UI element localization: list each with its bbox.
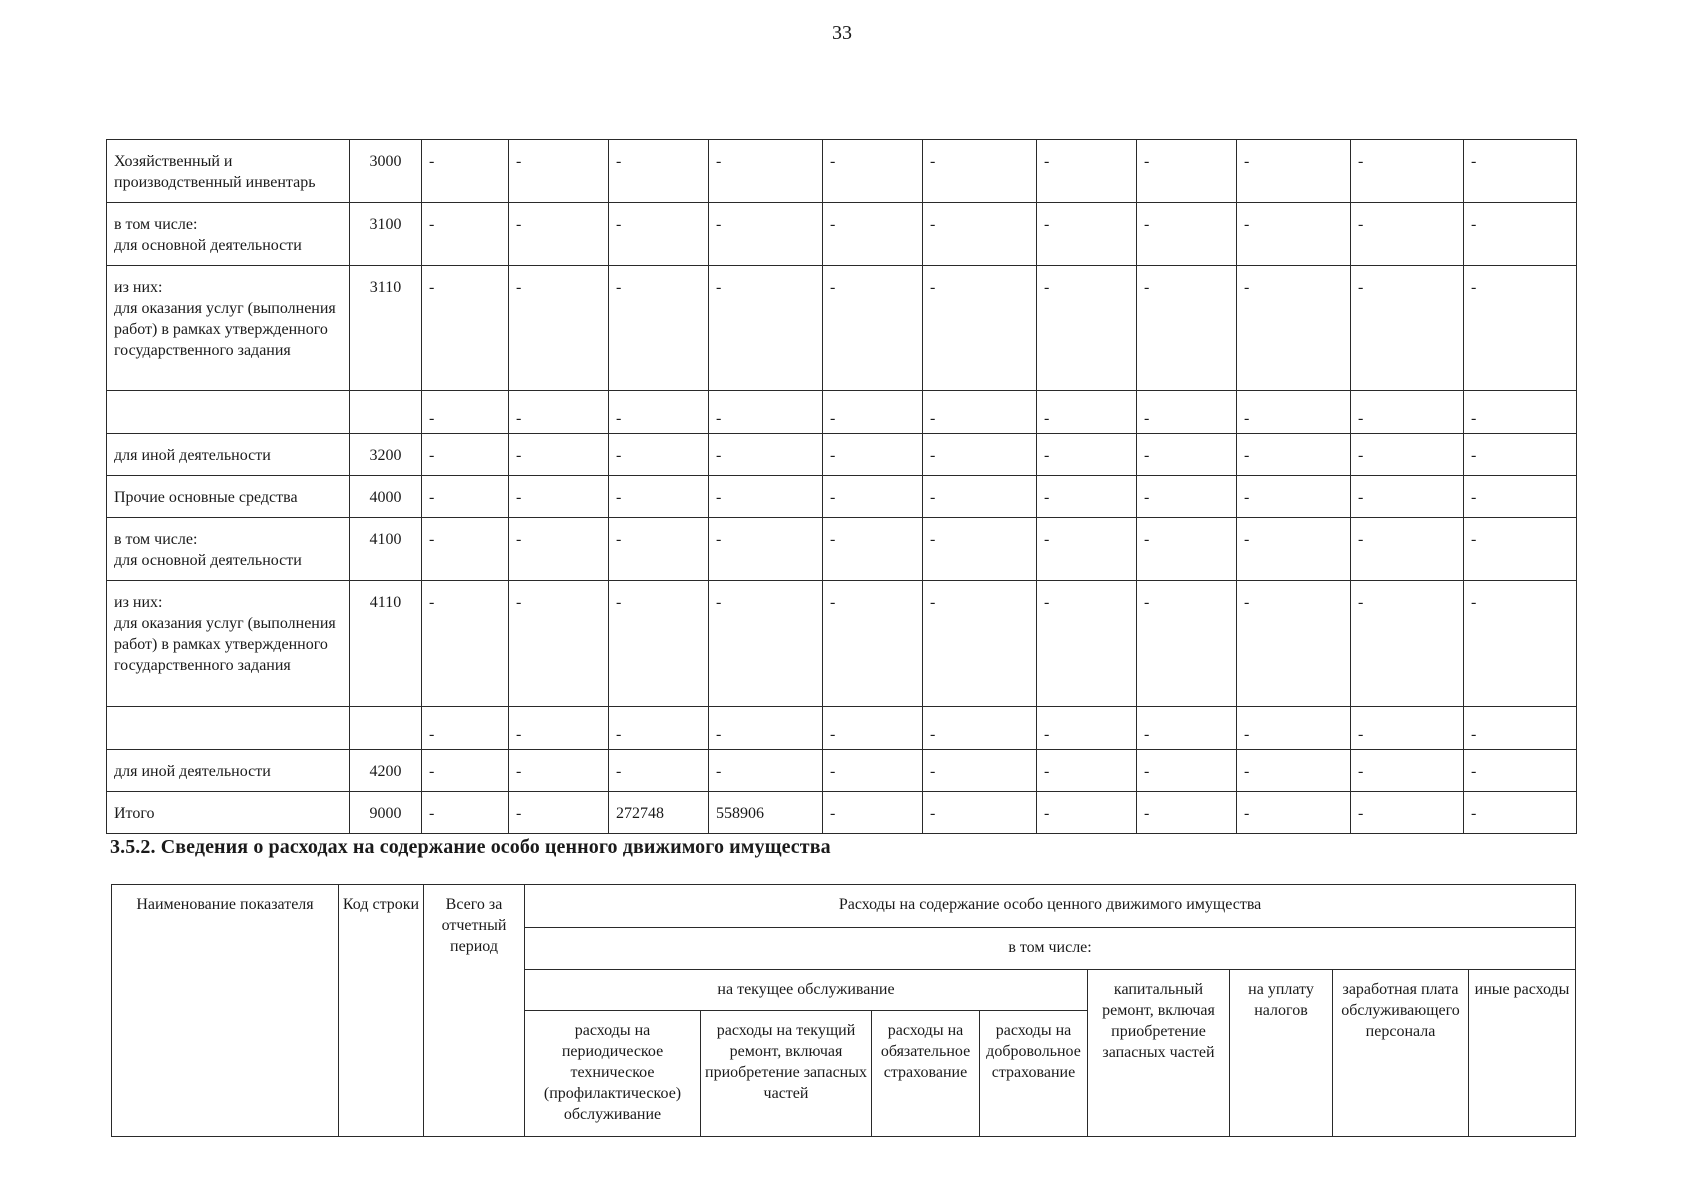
- row-code-cell: 3110: [350, 266, 422, 391]
- value-cell: -: [1464, 266, 1577, 391]
- row-code-cell: 3000: [350, 140, 422, 203]
- value-cell: -: [609, 266, 709, 391]
- row-code-cell: 4200: [350, 750, 422, 792]
- value-cell: -: [1037, 792, 1137, 834]
- section-title: 3.5.2. Сведения о расходах на содержание особо ценного движимого имущества: [110, 836, 831, 858]
- value-cell: -: [1037, 203, 1137, 266]
- value-cell: -: [422, 750, 509, 792]
- value-cell: -: [1137, 518, 1237, 581]
- value-cell: -: [709, 581, 823, 707]
- value-cell: -: [1237, 434, 1351, 476]
- value-cell: -: [1037, 391, 1137, 434]
- page-number: 33: [832, 22, 852, 44]
- valuable-movable-property-expenses-table: [111, 884, 1576, 1137]
- value-cell: -: [609, 203, 709, 266]
- table-row: [107, 707, 1577, 750]
- value-cell: -: [422, 266, 509, 391]
- value-cell: -: [923, 750, 1037, 792]
- header-total-period: Всего за отчетный период: [424, 885, 525, 1137]
- value-cell: -: [1464, 518, 1577, 581]
- table-row: [107, 203, 1577, 266]
- value-cell: -: [1037, 140, 1137, 203]
- table-row: [107, 434, 1577, 476]
- value-cell: -: [923, 140, 1037, 203]
- value-cell: -: [609, 140, 709, 203]
- value-cell: 558906: [709, 792, 823, 834]
- value-cell: -: [823, 750, 923, 792]
- value-cell: -: [1137, 792, 1237, 834]
- value-cell: -: [823, 203, 923, 266]
- value-cell: -: [709, 476, 823, 518]
- value-cell: -: [709, 266, 823, 391]
- value-cell: -: [1464, 391, 1577, 434]
- table-row: [107, 391, 1577, 434]
- value-cell: -: [1351, 518, 1464, 581]
- value-cell: -: [609, 518, 709, 581]
- value-cell: -: [1464, 203, 1577, 266]
- value-cell: -: [1237, 518, 1351, 581]
- value-cell: -: [509, 203, 609, 266]
- value-cell: -: [609, 391, 709, 434]
- value-cell: -: [1351, 266, 1464, 391]
- value-cell: -: [823, 707, 923, 750]
- value-cell: -: [1237, 140, 1351, 203]
- value-cell: -: [709, 140, 823, 203]
- value-cell: -: [1237, 391, 1351, 434]
- value-cell: -: [1464, 707, 1577, 750]
- header-voluntary-insurance: расходы на добровольное страхование: [980, 1011, 1088, 1137]
- header-other-expenses: иные расходы: [1469, 970, 1576, 1137]
- header-taxes: на уплату налогов: [1230, 970, 1333, 1137]
- value-cell: -: [1464, 434, 1577, 476]
- value-cell: -: [923, 203, 1037, 266]
- value-cell: -: [1351, 476, 1464, 518]
- table-row: [107, 750, 1577, 792]
- value-cell: -: [923, 792, 1037, 834]
- value-cell: -: [823, 518, 923, 581]
- value-cell: -: [709, 434, 823, 476]
- value-cell: -: [1237, 707, 1351, 750]
- row-code-cell: [350, 707, 422, 750]
- value-cell: -: [509, 266, 609, 391]
- value-cell: -: [923, 391, 1037, 434]
- table-row: [107, 476, 1577, 518]
- value-cell: -: [609, 750, 709, 792]
- value-cell: -: [1037, 750, 1137, 792]
- table-row: [107, 581, 1577, 707]
- value-cell: -: [422, 203, 509, 266]
- value-cell: -: [823, 140, 923, 203]
- value-cell: -: [1237, 750, 1351, 792]
- header-periodic-maintenance: расходы на периодическое техническое (профилактическое) обслуживание: [525, 1011, 701, 1137]
- value-cell: -: [509, 581, 609, 707]
- value-cell: -: [923, 518, 1037, 581]
- value-cell: 272748: [609, 792, 709, 834]
- value-cell: -: [1351, 203, 1464, 266]
- row-code-cell: 4110: [350, 581, 422, 707]
- header-expenses-group: Расходы на содержание особо ценного движимого имущества: [525, 885, 1576, 928]
- value-cell: -: [923, 434, 1037, 476]
- value-cell: -: [509, 476, 609, 518]
- value-cell: -: [1137, 707, 1237, 750]
- value-cell: -: [1351, 750, 1464, 792]
- value-cell: -: [1464, 581, 1577, 707]
- value-cell: -: [509, 140, 609, 203]
- value-cell: -: [1137, 266, 1237, 391]
- value-cell: -: [1237, 203, 1351, 266]
- row-name-cell: [107, 391, 350, 434]
- value-cell: -: [1137, 391, 1237, 434]
- header-current-maintenance: на текущее обслуживание: [525, 970, 1088, 1011]
- header-mandatory-insurance: расходы на обязательное страхование: [872, 1011, 980, 1137]
- value-cell: -: [422, 581, 509, 707]
- value-cell: -: [1137, 581, 1237, 707]
- value-cell: -: [923, 581, 1037, 707]
- row-name-cell: из них: для оказания услуг (выполнения работ) в рамках утвержденного государственного задания: [107, 266, 350, 391]
- value-cell: -: [1137, 476, 1237, 518]
- value-cell: -: [422, 391, 509, 434]
- row-code-cell: 3100: [350, 203, 422, 266]
- header-row-code: Код строки: [339, 885, 424, 1137]
- value-cell: -: [422, 476, 509, 518]
- value-cell: -: [1137, 750, 1237, 792]
- row-name-cell: Хозяйственный и производственный инвентарь: [107, 140, 350, 203]
- table-row: [107, 518, 1577, 581]
- row-name-cell: для иной деятельности: [107, 750, 350, 792]
- row-code-cell: 9000: [350, 792, 422, 834]
- value-cell: -: [709, 203, 823, 266]
- row-name-cell: из них: для оказания услуг (выполнения работ) в рамках утвержденного государственного задания: [107, 581, 350, 707]
- value-cell: -: [509, 707, 609, 750]
- value-cell: -: [609, 581, 709, 707]
- fixed-assets-expenses-table: [106, 139, 1577, 834]
- table-row: [107, 792, 1577, 834]
- header-staff-salary: заработная плата обслуживающего персонала: [1333, 970, 1469, 1137]
- table-row: [107, 140, 1577, 203]
- value-cell: -: [1464, 476, 1577, 518]
- header-current-repair: расходы на текущий ремонт, включая приобретение запасных частей: [701, 1011, 872, 1137]
- value-cell: -: [1464, 792, 1577, 834]
- row-name-cell: в том числе: для основной деятельности: [107, 203, 350, 266]
- value-cell: -: [1137, 434, 1237, 476]
- row-name-cell: Прочие основные средства: [107, 476, 350, 518]
- header-indicator-name: Наименование показателя: [112, 885, 339, 1137]
- value-cell: -: [823, 434, 923, 476]
- value-cell: -: [1037, 581, 1137, 707]
- value-cell: -: [1237, 792, 1351, 834]
- value-cell: -: [1137, 140, 1237, 203]
- value-cell: -: [709, 750, 823, 792]
- value-cell: -: [709, 518, 823, 581]
- value-cell: -: [1037, 707, 1137, 750]
- value-cell: -: [1237, 266, 1351, 391]
- value-cell: -: [1351, 434, 1464, 476]
- row-code-cell: 4100: [350, 518, 422, 581]
- row-code-cell: [350, 391, 422, 434]
- value-cell: -: [422, 434, 509, 476]
- table-row: [107, 266, 1577, 391]
- value-cell: -: [1464, 140, 1577, 203]
- value-cell: -: [1464, 750, 1577, 792]
- value-cell: -: [823, 792, 923, 834]
- value-cell: -: [509, 518, 609, 581]
- value-cell: -: [509, 434, 609, 476]
- value-cell: -: [1037, 476, 1137, 518]
- value-cell: -: [422, 707, 509, 750]
- row-name-cell: в том числе: для основной деятельности: [107, 518, 350, 581]
- value-cell: -: [1351, 792, 1464, 834]
- row-code-cell: 3200: [350, 434, 422, 476]
- header-including: в том числе:: [525, 928, 1576, 970]
- value-cell: -: [823, 476, 923, 518]
- value-cell: -: [1351, 707, 1464, 750]
- value-cell: -: [1237, 581, 1351, 707]
- row-name-cell: для иной деятельности: [107, 434, 350, 476]
- row-code-cell: 4000: [350, 476, 422, 518]
- row-name-cell: [107, 707, 350, 750]
- value-cell: -: [1351, 581, 1464, 707]
- value-cell: -: [422, 792, 509, 834]
- value-cell: -: [923, 707, 1037, 750]
- row-name-cell: Итого: [107, 792, 350, 834]
- value-cell: -: [609, 434, 709, 476]
- value-cell: -: [1237, 476, 1351, 518]
- value-cell: -: [1037, 518, 1137, 581]
- value-cell: -: [823, 266, 923, 391]
- value-cell: -: [509, 792, 609, 834]
- value-cell: -: [1351, 140, 1464, 203]
- value-cell: -: [923, 266, 1037, 391]
- value-cell: -: [823, 391, 923, 434]
- value-cell: -: [422, 140, 509, 203]
- value-cell: -: [422, 518, 509, 581]
- value-cell: -: [1351, 391, 1464, 434]
- value-cell: -: [709, 707, 823, 750]
- value-cell: -: [609, 476, 709, 518]
- value-cell: -: [509, 750, 609, 792]
- header-capital-repair: капитальный ремонт, включая приобретение запасных частей: [1088, 970, 1230, 1137]
- value-cell: -: [709, 391, 823, 434]
- value-cell: -: [1137, 203, 1237, 266]
- value-cell: -: [1037, 266, 1137, 391]
- value-cell: -: [923, 476, 1037, 518]
- value-cell: -: [509, 391, 609, 434]
- value-cell: -: [823, 581, 923, 707]
- value-cell: -: [1037, 434, 1137, 476]
- value-cell: -: [609, 707, 709, 750]
